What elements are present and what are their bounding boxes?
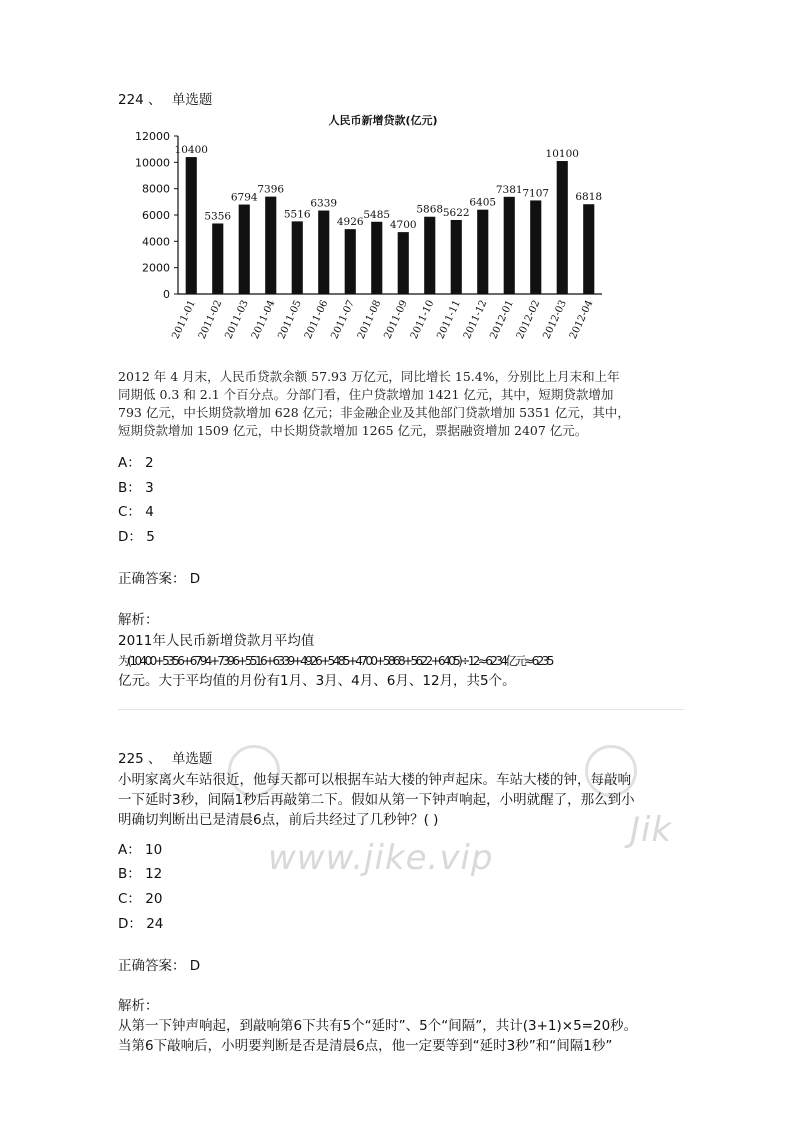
bar <box>345 229 356 294</box>
option-label: B： <box>118 480 141 496</box>
q224-header <box>118 88 212 108</box>
data-label: 5356 <box>204 210 232 223</box>
y-tick-label: 10000 <box>135 156 170 170</box>
q224-option-b[interactable] <box>118 476 154 496</box>
option-label: B： <box>118 866 141 882</box>
stem-line: 明确切判断出已是清晨6点，前后共经过了几秒钟？( ) <box>118 812 439 828</box>
x-tick-label: 2011-01 <box>170 298 198 341</box>
chart-title: 人民币新增贷款(亿元) <box>328 114 438 127</box>
analysis-line: 2011年人民币新增贷款月平均值 <box>118 633 315 649</box>
bar <box>318 211 329 294</box>
data-label: 6818 <box>575 191 603 204</box>
passage-line: 短期贷款增加 1509 亿元，中长期贷款增加 1265 亿元，票据融资增加 2407 亿元。 <box>118 423 588 438</box>
bar <box>292 221 303 294</box>
data-label: 7381 <box>495 183 523 196</box>
data-label: 4700 <box>389 219 417 232</box>
bar <box>424 217 435 294</box>
x-tick-label: 2012-03 <box>541 298 569 341</box>
answer-label: 正确答案： <box>118 958 186 974</box>
x-tick-label: 2011-09 <box>382 298 410 341</box>
option-label: A： <box>118 842 141 858</box>
x-tick-label: 2011-12 <box>461 298 490 341</box>
data-label: 7107 <box>522 187 550 200</box>
bar <box>212 223 223 294</box>
x-tick-label: 2011-05 <box>276 298 304 341</box>
option-value: 10 <box>145 842 163 858</box>
bar <box>186 157 197 294</box>
q224-option-a[interactable] <box>118 451 154 471</box>
data-label: 7396 <box>257 183 285 196</box>
bar <box>451 220 462 294</box>
q225-stem <box>118 770 688 830</box>
data-label: 6405 <box>469 196 497 209</box>
x-tick-label: 2012-01 <box>488 298 516 341</box>
x-tick-label: 2011-11 <box>435 298 463 341</box>
q224-analysis <box>118 631 688 691</box>
data-label: 4926 <box>336 216 364 229</box>
data-label: 5868 <box>416 203 444 216</box>
loan-bar-chart <box>118 108 608 358</box>
option-value: 5 <box>146 529 155 545</box>
data-label: 10400 <box>174 144 208 157</box>
option-label: D： <box>118 529 142 545</box>
bar <box>477 210 488 294</box>
option-value: 3 <box>145 480 154 496</box>
bar <box>557 161 568 294</box>
bar <box>530 200 541 294</box>
q225-number: 225 、 <box>118 751 162 767</box>
q225-answer <box>118 954 200 974</box>
q224-option-c[interactable] <box>118 500 154 520</box>
bar <box>265 197 276 294</box>
analysis-formula-line: 为(10400+5356+6794+7396+5516+6339+4926+5485+4700+5868+5622+6405)÷12≈6234亿元≈6235 <box>118 654 552 668</box>
q224-type: 单选题 <box>171 92 213 108</box>
q225-analysis <box>118 1016 688 1056</box>
y-tick-label: 2000 <box>142 261 170 275</box>
y-tick-label: 0 <box>163 288 170 301</box>
y-tick-label: 4000 <box>142 235 170 249</box>
bar <box>504 197 515 294</box>
y-tick-label: 8000 <box>142 182 170 196</box>
q225-analysis-label: 解析： <box>118 998 159 1014</box>
watermark-text: www.jike.vip <box>268 838 494 878</box>
option-value: 24 <box>146 916 164 932</box>
y-tick-label: 12000 <box>135 130 170 143</box>
option-label: D： <box>118 916 142 932</box>
stem-line: 小明家离火车站很近，他每天都可以根据车站大楼的钟声起床。车站大楼的钟，每敲响 <box>118 772 631 788</box>
q225-option-a[interactable] <box>118 838 162 858</box>
bar <box>239 205 250 294</box>
option-value: 12 <box>145 866 163 882</box>
q224-analysis-label: 解析： <box>118 612 159 628</box>
passage-line: 同期低 0.3 和 2.1 个百分点。分部门看，住户贷款增加 1421 亿元，其中，短期贷款增加 <box>118 387 614 402</box>
bar <box>398 232 409 294</box>
x-tick-label: 2011-02 <box>196 298 225 341</box>
question-divider <box>118 709 684 710</box>
q224-passage <box>118 368 688 440</box>
watermark-text: Jik <box>630 810 673 850</box>
stem-line: 一下延时3秒，间隔1秒后再敲第二下。假如从第一下钟声响起，小明就醒了，那么到小 <box>118 792 635 808</box>
data-label: 10100 <box>545 148 579 161</box>
q224-number: 224 、 <box>118 92 162 108</box>
data-label: 6339 <box>310 197 338 210</box>
option-value: 2 <box>145 455 154 471</box>
q224-option-d[interactable] <box>118 525 155 545</box>
x-tick-label: 2011-04 <box>249 298 278 341</box>
data-label: 5516 <box>283 208 311 221</box>
bar <box>583 204 594 294</box>
x-tick-label: 2012-02 <box>514 298 543 341</box>
analysis-line: 当第6下敲响后，小明要判断是否是清晨6点，他一定要等到“延时3秒”和“间隔1秒” <box>118 1038 613 1054</box>
bar <box>371 222 382 294</box>
data-label: 5485 <box>363 208 391 221</box>
option-label: A： <box>118 455 141 471</box>
x-tick-label: 2011-07 <box>329 298 357 341</box>
x-tick-label: 2012-04 <box>567 298 596 341</box>
analysis-line: 亿元。大于平均值的月份有1月、3月、4月、6月、12月，共5个。 <box>118 673 516 689</box>
q225-header <box>118 747 212 767</box>
answer-value: D <box>189 571 201 587</box>
q224-answer <box>118 567 200 587</box>
q225-type: 单选题 <box>171 751 213 767</box>
q225-option-b[interactable] <box>118 862 162 882</box>
passage-line: 793 亿元，中长期贷款增加 628 亿元；非金融企业及其他部门贷款增加 5351 亿元，其中， <box>118 405 630 420</box>
q225-option-d[interactable] <box>118 912 163 932</box>
option-label: C： <box>118 891 141 907</box>
answer-value: D <box>189 958 201 974</box>
x-tick-label: 2011-03 <box>223 298 251 341</box>
passage-line: 2012 年 4 月末，人民币贷款余额 57.93 万亿元，同比增长 15.4%，分别比上月末和上年 <box>118 369 620 384</box>
option-label: C： <box>118 504 141 520</box>
option-value: 20 <box>145 891 163 907</box>
data-label: 5622 <box>442 206 470 219</box>
q225-option-c[interactable] <box>118 887 162 907</box>
x-tick-label: 2011-10 <box>408 298 437 341</box>
analysis-line: 从第一下钟声响起，到敲响第6下共有5个“延时”、5个“间隔”，共计(3+1)×5=20秒。 <box>118 1018 638 1034</box>
data-label: 6794 <box>230 191 258 204</box>
y-tick-label: 6000 <box>142 209 170 222</box>
option-value: 4 <box>145 504 154 520</box>
answer-label: 正确答案： <box>118 571 186 587</box>
x-tick-label: 2011-08 <box>355 298 384 341</box>
x-tick-label: 2011-06 <box>302 298 331 341</box>
